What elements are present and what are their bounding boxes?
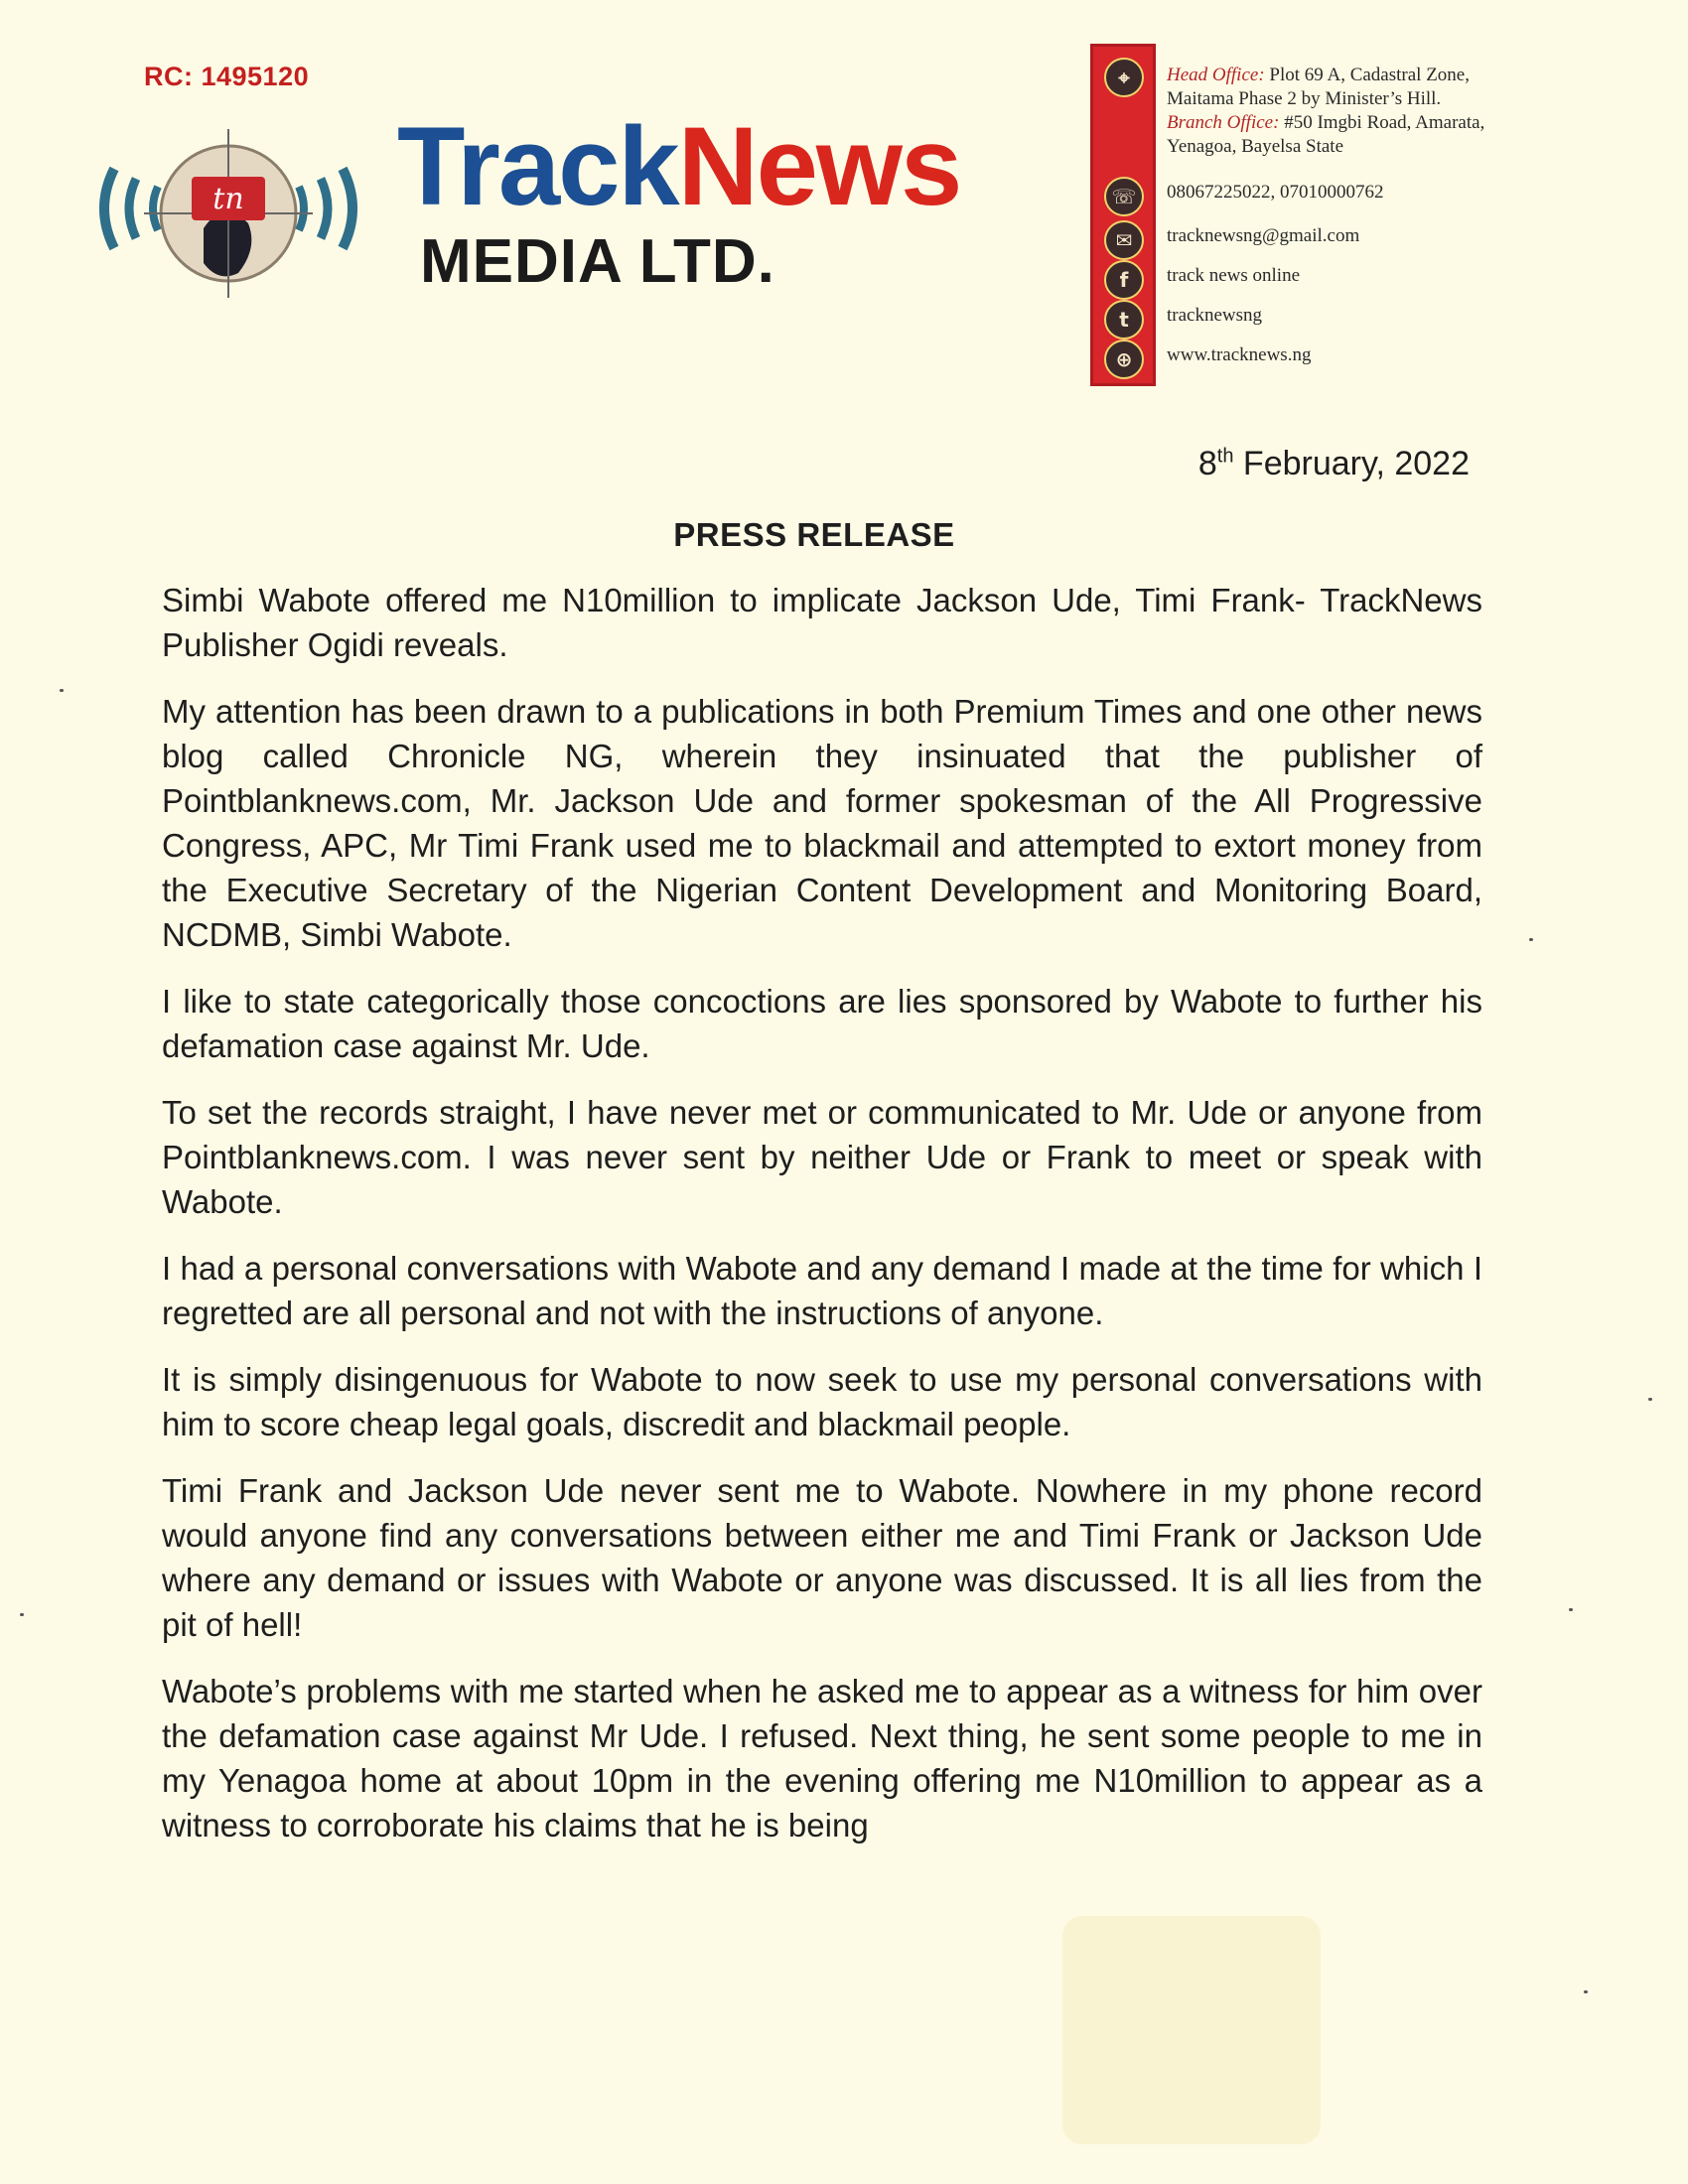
head-office-label: Head Office: bbox=[1167, 65, 1265, 85]
branch-office-line2: Yenagoa, Bayelsa State bbox=[1167, 136, 1344, 157]
logo-emblem-text: tn bbox=[212, 182, 244, 216]
watermark bbox=[1062, 1916, 1321, 2144]
body-paragraph: Wabote’s problems with me started when he asked me to appear as a witness for him over the defamation case against Mr Ude. I refused. Next thing, he sent some people to me in my Yenagoa home at about 10pm in the evening offering me N10million to appear as a witness to corroborate his claims that he is being bbox=[162, 1673, 1482, 1843]
branch-office-label: Branch Office: bbox=[1167, 112, 1280, 133]
scan-speck bbox=[1648, 1398, 1652, 1401]
body-paragraph: It is simply disingenuous for Wabote to now seek to use my personal conversations with him to score cheap legal goals, discredit and blackmail people. bbox=[162, 1361, 1482, 1442]
email-address: tracknewsng@gmail.com bbox=[1167, 225, 1360, 246]
scan-speck bbox=[60, 689, 64, 692]
scan-speck bbox=[1529, 938, 1533, 941]
scan-speck bbox=[1584, 1990, 1588, 1993]
brand-news: News bbox=[677, 104, 961, 228]
branch-office-line1: #50 Imgbi Road, Amarata, bbox=[1279, 112, 1485, 133]
scan-speck bbox=[1569, 1608, 1573, 1611]
body-paragraph: I like to state categorically those concoctions are lies sponsored by Wabote to further his defamation case against Mr. Ude. bbox=[162, 983, 1482, 1064]
phone-icon: ☏ bbox=[1104, 177, 1144, 216]
broadcast-logo-icon bbox=[74, 109, 382, 308]
date-rest: February, 2022 bbox=[1233, 445, 1470, 482]
phone-numbers: 08067225022, 07010000762 bbox=[1167, 182, 1384, 203]
body-paragraph: My attention has been drawn to a publications in both Premium Times and one other news blog called Chronicle NG, wherein they insinuated that the publisher of Pointblanknews.com, Mr. Jackson Ude and former spokesman of the All Progressive Congress, APC, Mr Timi Frank used me to blackmail and attempted to extort money from the Executive Secretary of the Nigerian Content Development and Monitoring Board, NCDMB, Simbi Wabote. bbox=[162, 693, 1482, 953]
brand-subtitle: MEDIA LTD. bbox=[420, 227, 775, 296]
body-paragraph: To set the records straight, I have never met or communicated to Mr. Ude or anyone from Pointblanknews.com. I was never sent by neither Ude or Frank to meet or speak with Wabote. bbox=[162, 1094, 1482, 1220]
body-paragraph: Simbi Wabote offered me N10million to implicate Jackson Ude, Timi Frank- TrackNews Publisher Ogidi reveals. bbox=[162, 582, 1482, 663]
scan-speck bbox=[20, 1613, 24, 1616]
brand-track: Track bbox=[397, 104, 678, 228]
date-day: 8 bbox=[1197, 445, 1217, 482]
letter-body bbox=[162, 578, 1482, 1869]
facebook-icon: f bbox=[1104, 260, 1144, 300]
twitter-handle: tracknewsng bbox=[1167, 305, 1263, 326]
head-office-address bbox=[1167, 64, 1484, 159]
body-paragraph: Timi Frank and Jackson Ude never sent me to Wabote. Nowhere in my phone record would anyone find any conversations between either me and Timi Frank or Jackson Ude where any demand or issues with Wabote or anyone was discussed. It is all lies from the pit of hell! bbox=[162, 1472, 1482, 1643]
letter-date bbox=[1198, 445, 1470, 483]
rc-number: RC: 1495120 bbox=[144, 62, 310, 91]
page-title: PRESS RELEASE bbox=[673, 516, 955, 553]
location-pin-icon: ⌖ bbox=[1104, 58, 1144, 97]
brand-name bbox=[397, 104, 961, 228]
facebook-handle: track news online bbox=[1167, 265, 1301, 286]
body-paragraph: I had a personal conversations with Wabote and any demand I made at the time for which I regretted are all personal and not with the instructions of anyone. bbox=[162, 1250, 1482, 1331]
website-url: www.tracknews.ng bbox=[1167, 344, 1312, 365]
head-office-line2: Maitama Phase 2 by Minister’s Hill. bbox=[1167, 88, 1442, 109]
email-icon: ✉ bbox=[1104, 220, 1144, 260]
globe-icon: ⊕ bbox=[1104, 340, 1144, 379]
date-suffix: th bbox=[1216, 445, 1234, 468]
twitter-icon: t bbox=[1104, 300, 1144, 340]
head-office-line1: Plot 69 A, Cadastral Zone, bbox=[1264, 65, 1470, 85]
